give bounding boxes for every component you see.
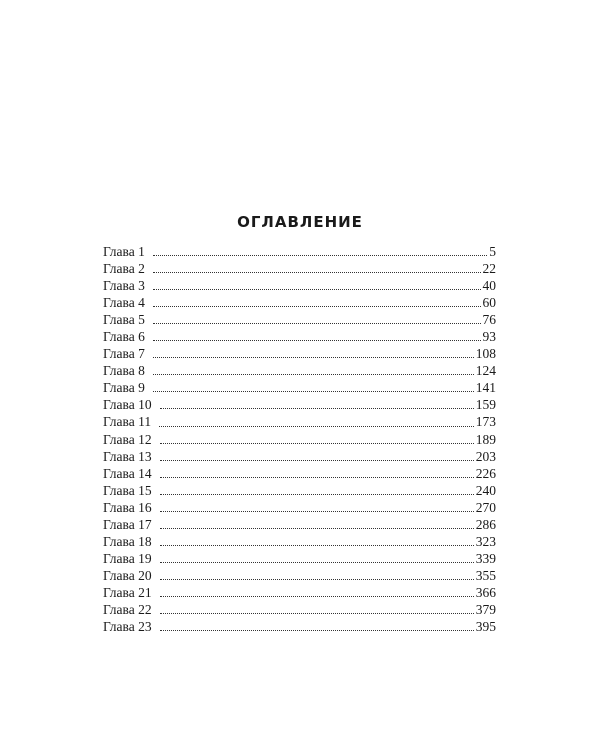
toc-entry [103,584,496,601]
toc-entry [103,260,496,277]
toc-entry-label: Глава 22 [103,601,152,617]
toc-entry-label: Глава 13 [103,448,152,464]
toc-entry-page-number: 339 [475,550,496,566]
toc-entry [103,328,496,345]
toc-entry [103,482,496,499]
toc-entry-page-number: 5 [489,244,496,259]
toc-entry-label: Глава 1 [103,244,145,259]
dot-leader [153,306,481,307]
toc-entry-label: Глава 4 [103,295,145,311]
toc-entry [103,362,496,379]
toc-entry-label: Глава 8 [103,363,145,379]
toc-entry-page-number: 323 [475,533,496,549]
toc-entry [103,516,496,533]
dot-leader [160,511,474,512]
dot-leader [153,272,481,273]
toc-entry [103,396,496,413]
dot-leader [153,289,481,290]
toc-entry-label: Глава 21 [103,584,152,600]
toc-entry [103,533,496,550]
toc-entry-label: Глава 15 [103,482,152,498]
dot-leader [160,528,474,529]
toc-entry [103,345,496,362]
toc-entry-page-number: 395 [475,619,496,635]
toc-entry-page-number: 159 [475,397,496,413]
toc-entry-page-number: 60 [482,295,496,311]
toc-entry-page-number: 226 [475,465,496,481]
dot-leader [160,460,474,461]
toc-entry-page-number: 270 [475,499,496,515]
toc-entry-page-number: 76 [482,312,496,328]
toc-list [103,243,496,635]
toc-entry [103,413,496,430]
toc-entry-page-number: 141 [475,380,496,396]
toc-entry-label: Глава 14 [103,465,152,481]
toc-entry-page-number: 40 [482,278,496,294]
toc-entry-page-number: 108 [475,346,496,362]
toc-entry [103,311,496,328]
toc-entry [103,294,496,311]
toc-entry-label: Глава 20 [103,567,152,583]
toc-entry-page-number: 355 [475,567,496,583]
toc-entry-page-number: 379 [475,601,496,617]
toc-entry-page-number: 22 [482,261,496,277]
dot-leader [160,630,474,631]
toc-entry-label: Глава 5 [103,312,145,328]
toc-entry-label: Глава 16 [103,499,152,515]
toc-entry-label: Глава 17 [103,516,152,532]
toc-entry-label: Глава 3 [103,278,145,294]
dot-leader [160,579,474,580]
dot-leader [160,596,474,597]
toc-entry-label: Глава 2 [103,261,145,277]
dot-leader [160,562,474,563]
toc-entry [103,448,496,465]
toc-entry-page-number: 189 [475,431,496,447]
dot-leader [160,443,474,444]
dot-leader [153,323,481,324]
toc-entry [103,379,496,396]
toc-entry-label: Глава 11 [103,414,152,430]
toc-entry-page-number: 93 [482,329,496,345]
toc-entry [103,618,496,635]
dot-leader [153,391,474,392]
dot-leader [159,426,474,427]
toc-entry-label: Глава 18 [103,533,152,549]
dot-leader [153,255,487,256]
dot-leader [160,477,474,478]
toc-entry-page-number: 173 [475,414,496,430]
toc-entry-label: Глава 7 [103,346,145,362]
dot-leader [160,613,474,614]
toc-entry-label: Глава 19 [103,550,152,566]
toc-entry [103,601,496,618]
dot-leader [160,408,474,409]
dot-leader [160,494,474,495]
toc-entry-page-number: 203 [475,448,496,464]
toc-entry-label: Глава 23 [103,619,152,635]
toc-entry-label: Глава 12 [103,431,152,447]
dot-leader [153,357,474,358]
toc-entry [103,550,496,567]
toc-entry [103,277,496,294]
toc-entry [103,499,496,516]
toc-entry [103,567,496,584]
toc-entry [103,243,496,260]
toc-entry-page-number: 286 [475,516,496,532]
dot-leader [153,374,474,375]
toc-entry-page-number: 366 [475,584,496,600]
dot-leader [160,545,474,546]
toc-entry-label: Глава 10 [103,397,152,413]
toc-entry [103,465,496,482]
toc-entry-page-number: 240 [475,482,496,498]
toc-entry-page-number: 124 [475,363,496,379]
toc-entry-label: Глава 6 [103,329,145,345]
toc-title: ОГЛАВЛЕНИЕ [237,213,363,231]
toc-entry [103,431,496,448]
dot-leader [153,340,481,341]
toc-entry-label: Глава 9 [103,380,145,396]
